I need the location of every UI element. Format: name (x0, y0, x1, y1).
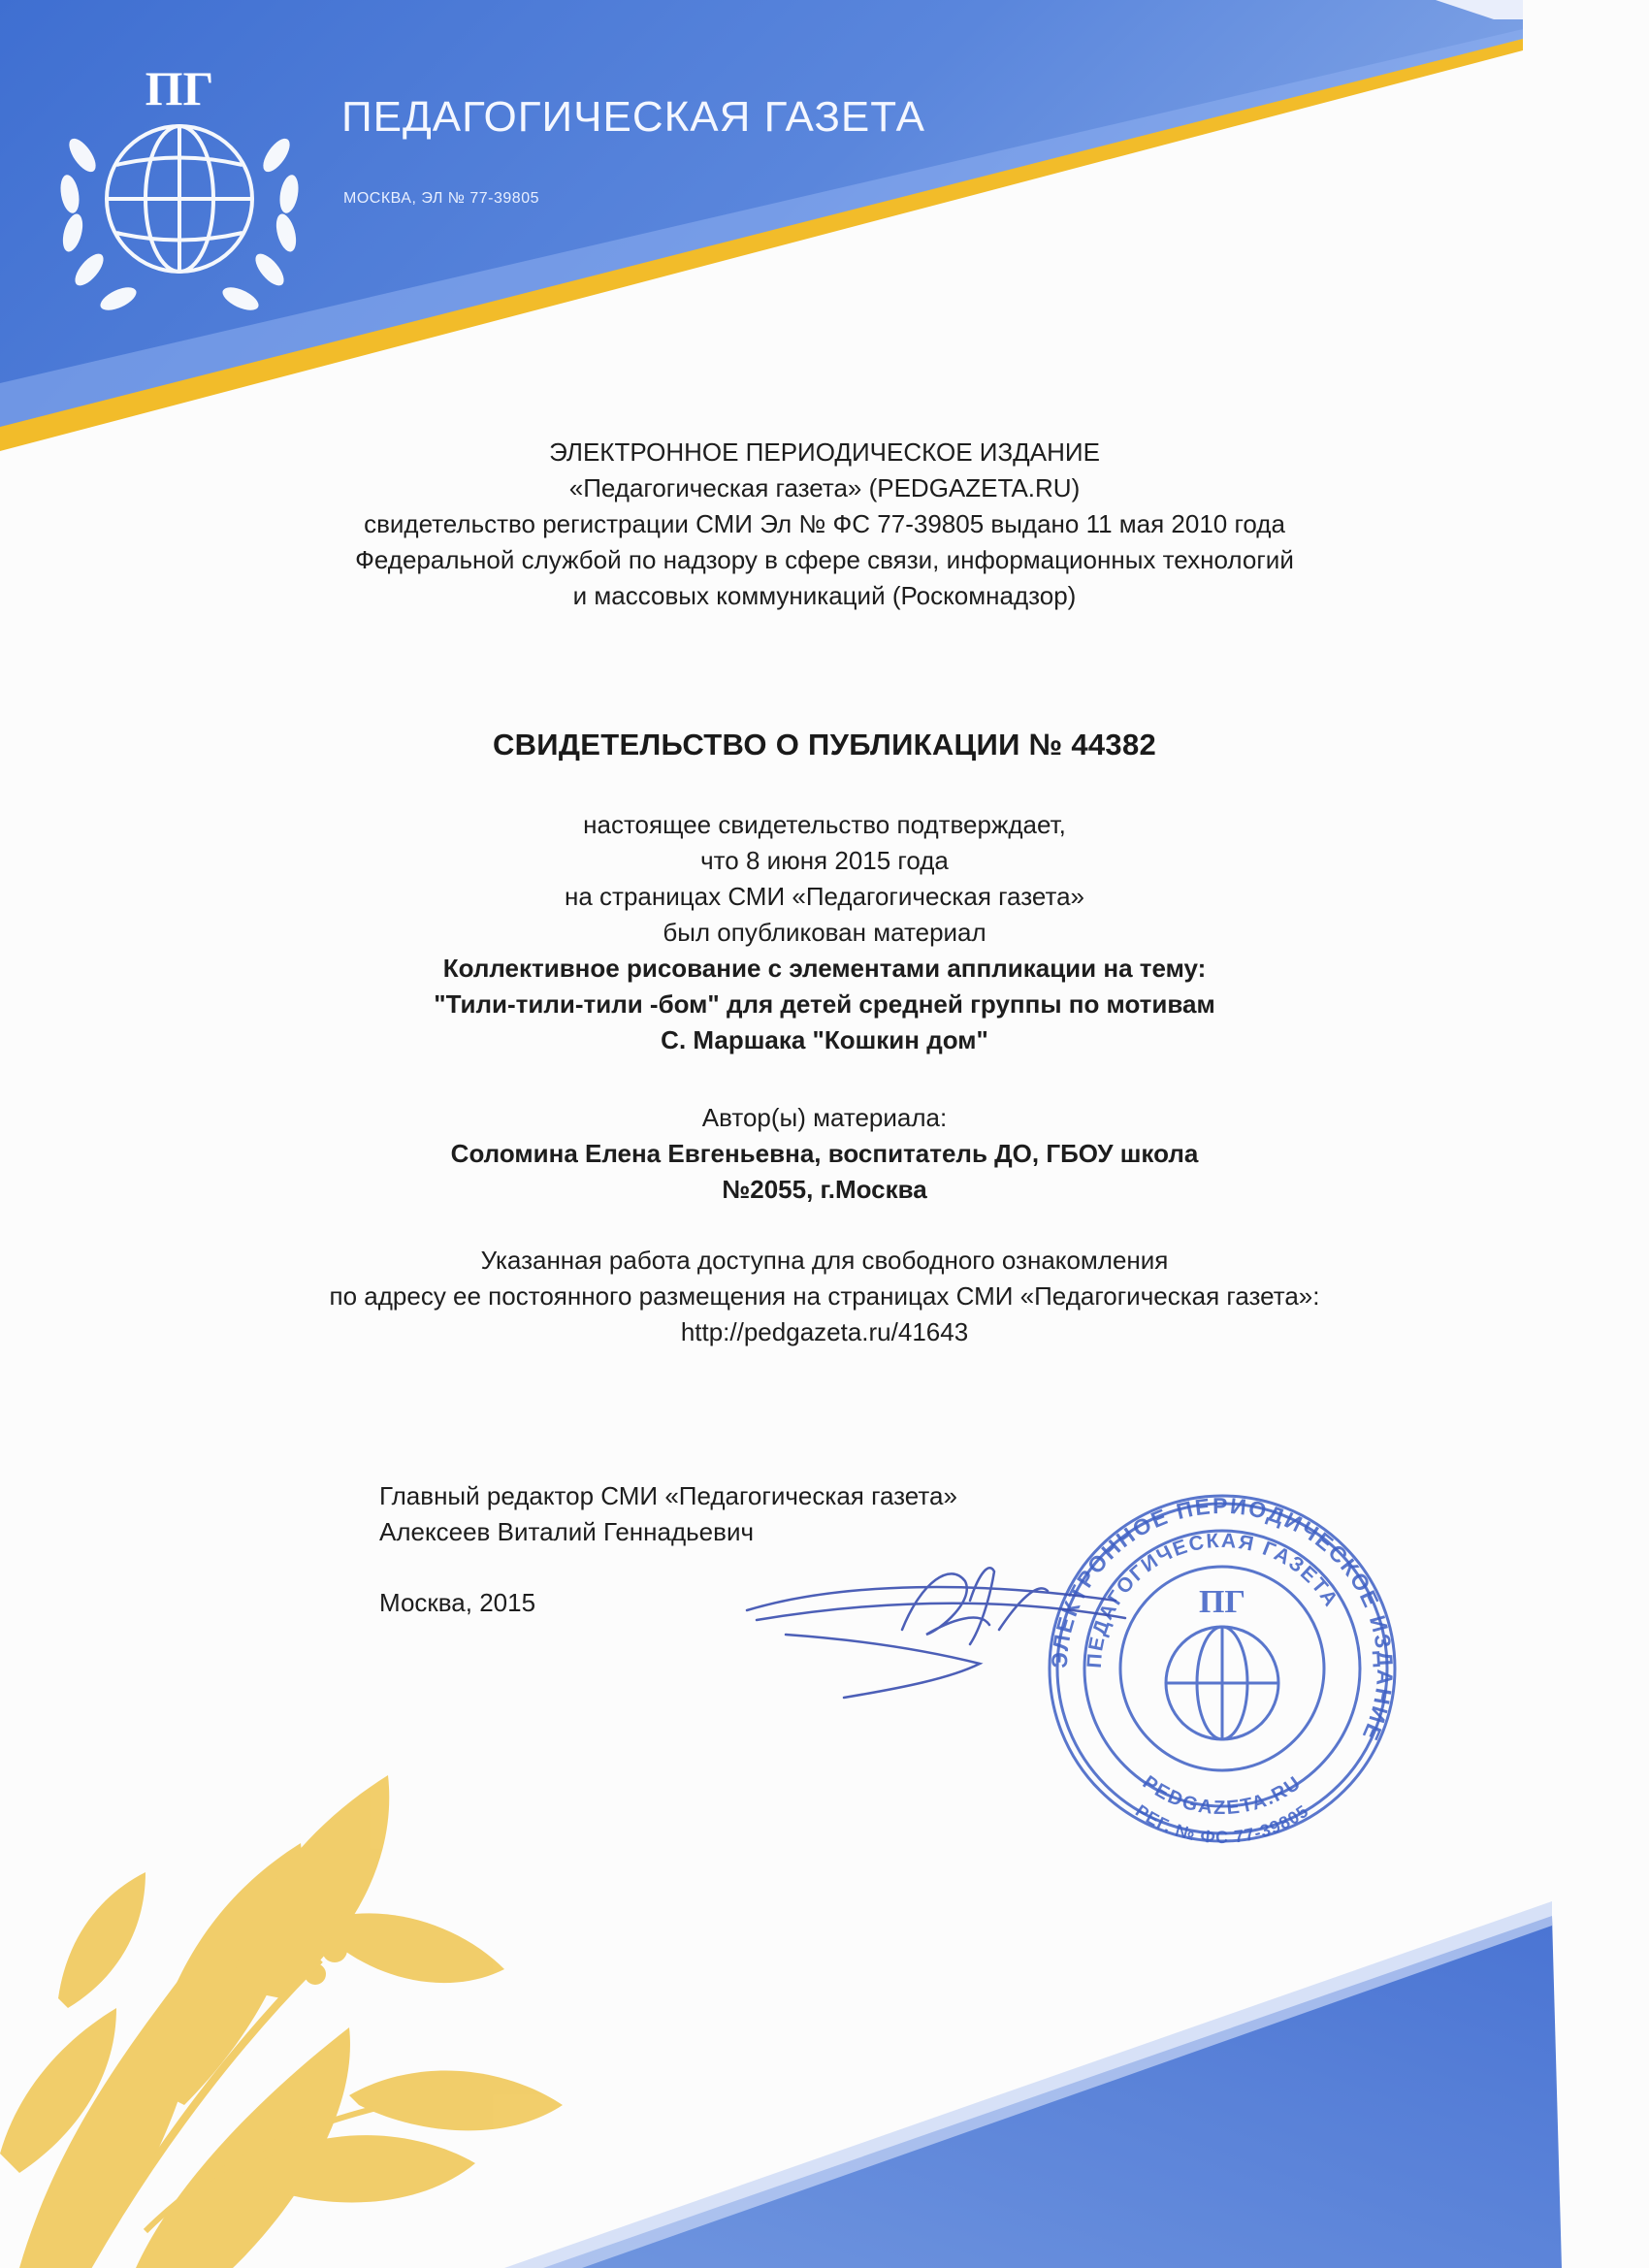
publisher-line: свидетельство регистрации СМИ Эл № ФС 77-39805 выдано 11 мая 2010 года (364, 509, 1285, 538)
newspaper-logo (39, 39, 320, 330)
seal-outer-text: ЭЛЕКТРОННОЕ ПЕРИОДИЧЕСКОЕ ИЗДАНИЕ (1046, 1492, 1399, 1746)
place-date (379, 1585, 535, 1621)
material-title-line: "Тили-тили-тили -бом" для детей средней группы по мотивам (434, 989, 1215, 1019)
confirm-line: что 8 июня 2015 года (700, 846, 949, 875)
publication-url: http://pedgazeta.ru/41643 (680, 1317, 969, 1346)
material-title-line: Коллективное рисование с элементами аппликации на тему: (442, 954, 1207, 983)
publisher-info (0, 435, 1649, 614)
material-title-line: С. Маршака "Кошкин дом" (661, 1025, 988, 1054)
logo-letters: ПГ (145, 61, 214, 115)
certificate-title: СВИДЕТЕЛЬСТВО О ПУБЛИКАЦИИ № 44382 (492, 728, 1157, 761)
access-line: по адресу ее постоянного размещения на страницах СМИ «Педагогическая газета»: (329, 1281, 1320, 1311)
author-label: Автор(ы) материала: (701, 1103, 948, 1132)
svg-text:PEDGAZETA.RU (1139, 1771, 1306, 1819)
editor-signature (728, 1542, 1135, 1707)
publisher-line: Федеральной службой по надзору в сфере связи, информационных технологий (355, 545, 1294, 574)
header-title: ПЕДАГОГИЧЕСКАЯ ГАЗЕТА (341, 93, 926, 141)
seal-inner-text: ПЕДАГОГИЧЕСКАЯ ГАЗЕТА (1083, 1529, 1343, 1669)
seal-bottom-text: PEDGAZETA.RU (1138, 1771, 1307, 1820)
access-info (0, 1243, 1649, 1350)
confirm-line: на страницах СМИ «Педагогическая газета» (565, 882, 1084, 911)
publisher-line: и массовых коммуникаций (Роскомнадзор) (572, 581, 1077, 610)
publisher-line: «Педагогическая газета» (PEDGAZETA.RU) (568, 473, 1081, 502)
author-info (0, 1100, 1649, 1208)
editor-title: Главный редактор СМИ «Педагогическая газета» (379, 1481, 957, 1510)
header-subtitle: МОСКВА, ЭЛ № 77-39805 (343, 190, 539, 207)
editor-block (379, 1478, 957, 1550)
confirmation-text (0, 807, 1649, 1058)
confirm-line: настоящее свидетельство подтверждает, (583, 810, 1066, 839)
seal-letters: ПГ (1198, 1584, 1246, 1620)
editor-name: Алексеев Виталий Геннадьевич (379, 1517, 755, 1546)
access-line: Указанная работа доступна для свободного ознакомления (480, 1246, 1169, 1275)
confirm-line: был опубликован материал (663, 918, 986, 947)
author-line: №2055, г.Москва (722, 1175, 927, 1204)
seal-reg-text: РЕГ. № ФС 77-39805 (1131, 1800, 1313, 1848)
author-line: Соломина Елена Евгеньевна, воспитатель ДО, ГБОУ школа (450, 1139, 1199, 1168)
place-date-text: Москва, 2015 (379, 1588, 536, 1617)
publisher-line: ЭЛЕКТРОННОЕ ПЕРИОДИЧЕСКОЕ ИЗДАНИЕ (549, 437, 1100, 467)
